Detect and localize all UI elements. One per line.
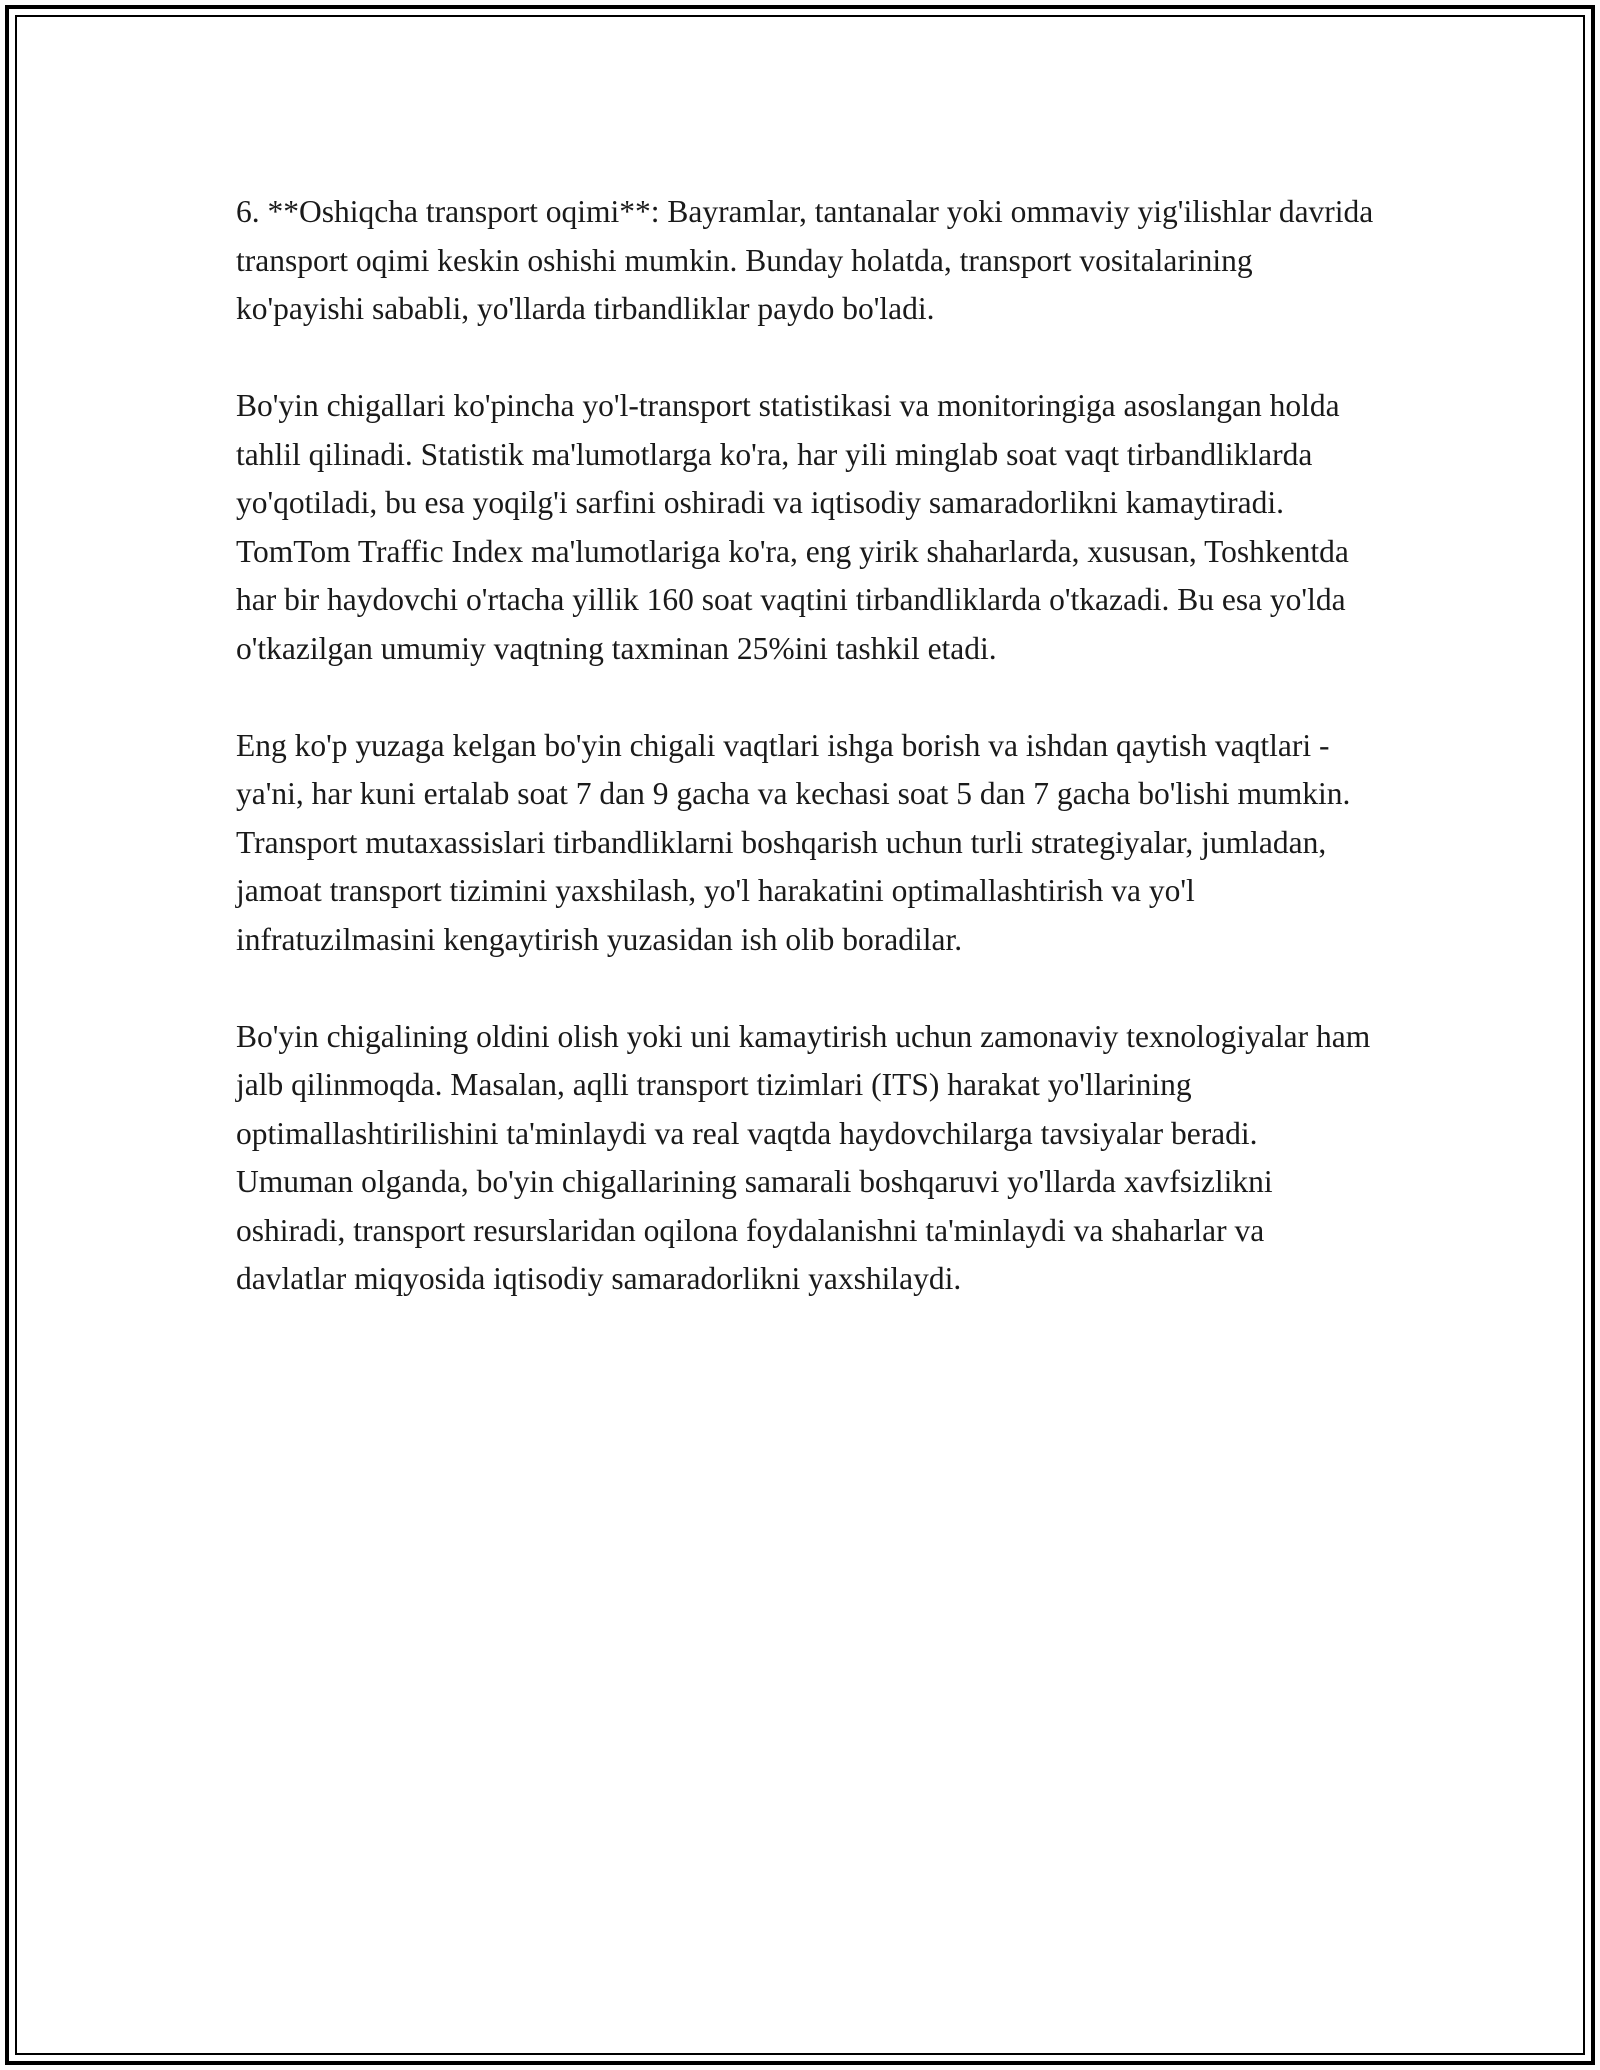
paragraph-technologies: Bo'yin chigalining oldini olish yoki uni kamaytirish uchun zamonaviy texnologiyalar ham jalb qilinmoqda. Masalan, aqlli transport tizimlari (ITS) harakat yo'llarining optimallashtirilishini ta'minlaydi va real vaqtda haydovchilarga tavsiyalar beradi. Umuman olganda, bo'yin chigallarining samarali boshqaruvi yo'llarda xavfsizlikni oshiradi, transport resurslaridan oqilona foydalanishni ta'minlaydi va shaharlar va davlatlar miqyosida iqtisodiy samaradorlikni yaxshilaydi. <box>236 1018 1371 1296</box>
document-body <box>236 188 1376 1352</box>
paragraph-statistics: Bo'yin chigallari ko'pincha yo'l-transport statistikasi va monitoringiga asoslangan holda tahlil qilinadi. Statistik ma'lumotlarga ko'ra, har yili minglab soat vaqt tirbandliklarda yo'qotiladi, bu esa yoqilg'i sarfini oshiradi va iqtisodiy samaradorlikni kamaytiradi. TomTom Traffic Index ma'lumotlariga ko'ra, eng yirik shaharlarda, xususan, Toshkentda har bir haydovchi o'rtacha yillik 160 soat vaqtini tirbandliklarda o'tkazadi. Bu esa yo'lda o'tkazilgan umumiy vaqtning taxminan 25%ini tashkil etadi. <box>236 388 1349 666</box>
paragraph-oshiqcha-transport-oqimi: 6. **Oshiqcha transport oqimi**: Bayramlar, tantanalar yoki ommaviy yig'ilishlar davrida transport oqimi keskin oshishi mumkin. Bunday holatda, transport vositalarining ko'payishi sababli, yo'llarda tirbandliklar paydo bo'ladi. <box>236 194 1374 326</box>
paragraph-peak-times: Eng ko'p yuzaga kelgan bo'yin chigali vaqtlari ishga borish va ishdan qaytish vaqtlari - ya'ni, har kuni ertalab soat 7 dan 9 gacha va kechasi soat 5 dan 7 gacha bo'lishi mumkin. Transport mutaxassislari tirbandliklarni boshqarish uchun turli strategiyalar, jumladan, jamoat transport tizimini yaxshilash, yo'l harakatini optimallashtirish va yo'l infratuzilmasini kengaytirish yuzasidan ish olib boradilar. <box>236 727 1351 957</box>
